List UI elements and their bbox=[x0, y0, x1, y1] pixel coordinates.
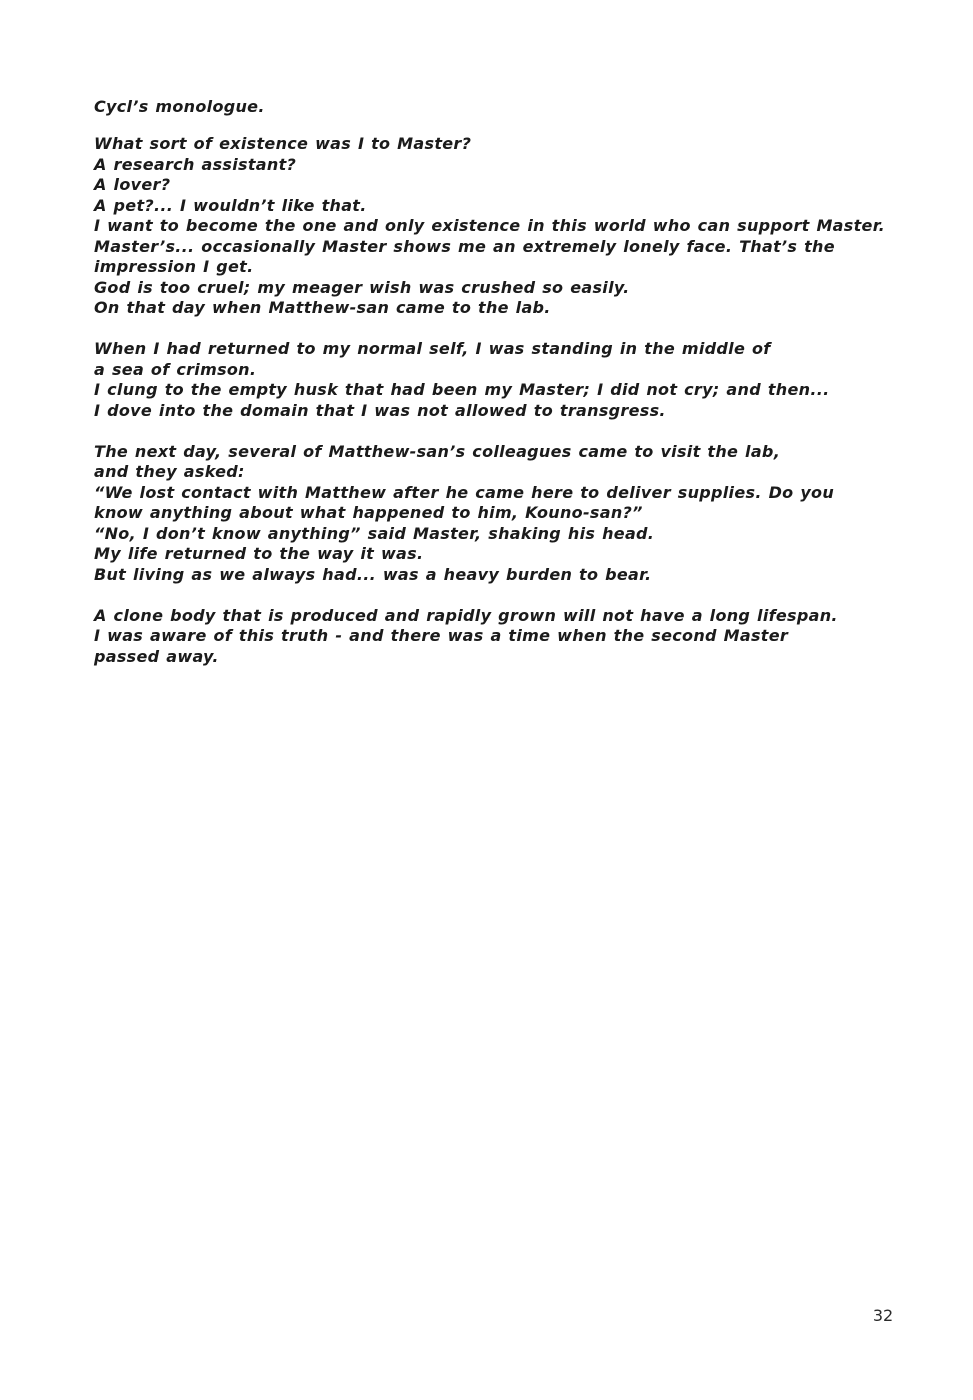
text-line: impression I get. bbox=[94, 257, 254, 276]
text-line: When I had returned to my normal self, I was standing in the middle of bbox=[94, 339, 771, 358]
text-line: I want to become the one and only existence in this world who can support Master. bbox=[94, 216, 885, 235]
text-line: A pet?... I wouldn’t like that. bbox=[94, 195, 367, 215]
text-line: I was aware of this truth - and there was a time when the second Master bbox=[94, 626, 789, 645]
text-line: a sea of crimson. bbox=[94, 359, 257, 379]
page-number: 32 bbox=[872, 1306, 894, 1325]
text-line: On that day when Matthew-san came to the lab. bbox=[94, 298, 551, 317]
text-line: passed away. bbox=[94, 646, 219, 666]
text-line: But living as we always had... was a heavy burden to bear. bbox=[94, 564, 652, 584]
paragraph bbox=[94, 134, 913, 319]
text-line: Master’s... occasionally Master shows me an extremely lonely face. That’s the bbox=[94, 236, 835, 256]
paragraph bbox=[94, 606, 913, 668]
paragraph bbox=[94, 442, 913, 586]
text-line: I dove into the domain that I was not allowed to transgress. bbox=[94, 400, 666, 420]
text-line: I clung to the empty husk that had been my Master; I did not cry; and then... bbox=[94, 380, 830, 399]
monologue-heading: Cycl’s monologue. bbox=[94, 97, 265, 116]
paragraph bbox=[94, 339, 913, 421]
text-line: God is too cruel; my meager wish was crushed so easily. bbox=[94, 277, 630, 297]
text-line: know anything about what happened to him, Kouno-san?” bbox=[94, 503, 643, 522]
monologue-text bbox=[94, 97, 913, 667]
text-line: What sort of existence was I to Master? bbox=[94, 134, 472, 153]
text-line: “We lost contact with Matthew after he came here to deliver supplies. Do you bbox=[94, 482, 835, 502]
text-line: A lover? bbox=[94, 175, 171, 194]
text-line: A research assistant? bbox=[94, 154, 297, 174]
text-line: “No, I don’t know anything” said Master, shaking his head. bbox=[94, 523, 655, 543]
text-line: A clone body that is produced and rapidly grown will not have a long lifespan. bbox=[94, 605, 838, 625]
text-line: and they asked: bbox=[94, 462, 245, 481]
text-line: The next day, several of Matthew-san’s colleagues came to visit the lab, bbox=[94, 441, 781, 461]
paragraphs bbox=[94, 134, 913, 667]
text-line: My life returned to the way it was. bbox=[94, 544, 424, 563]
